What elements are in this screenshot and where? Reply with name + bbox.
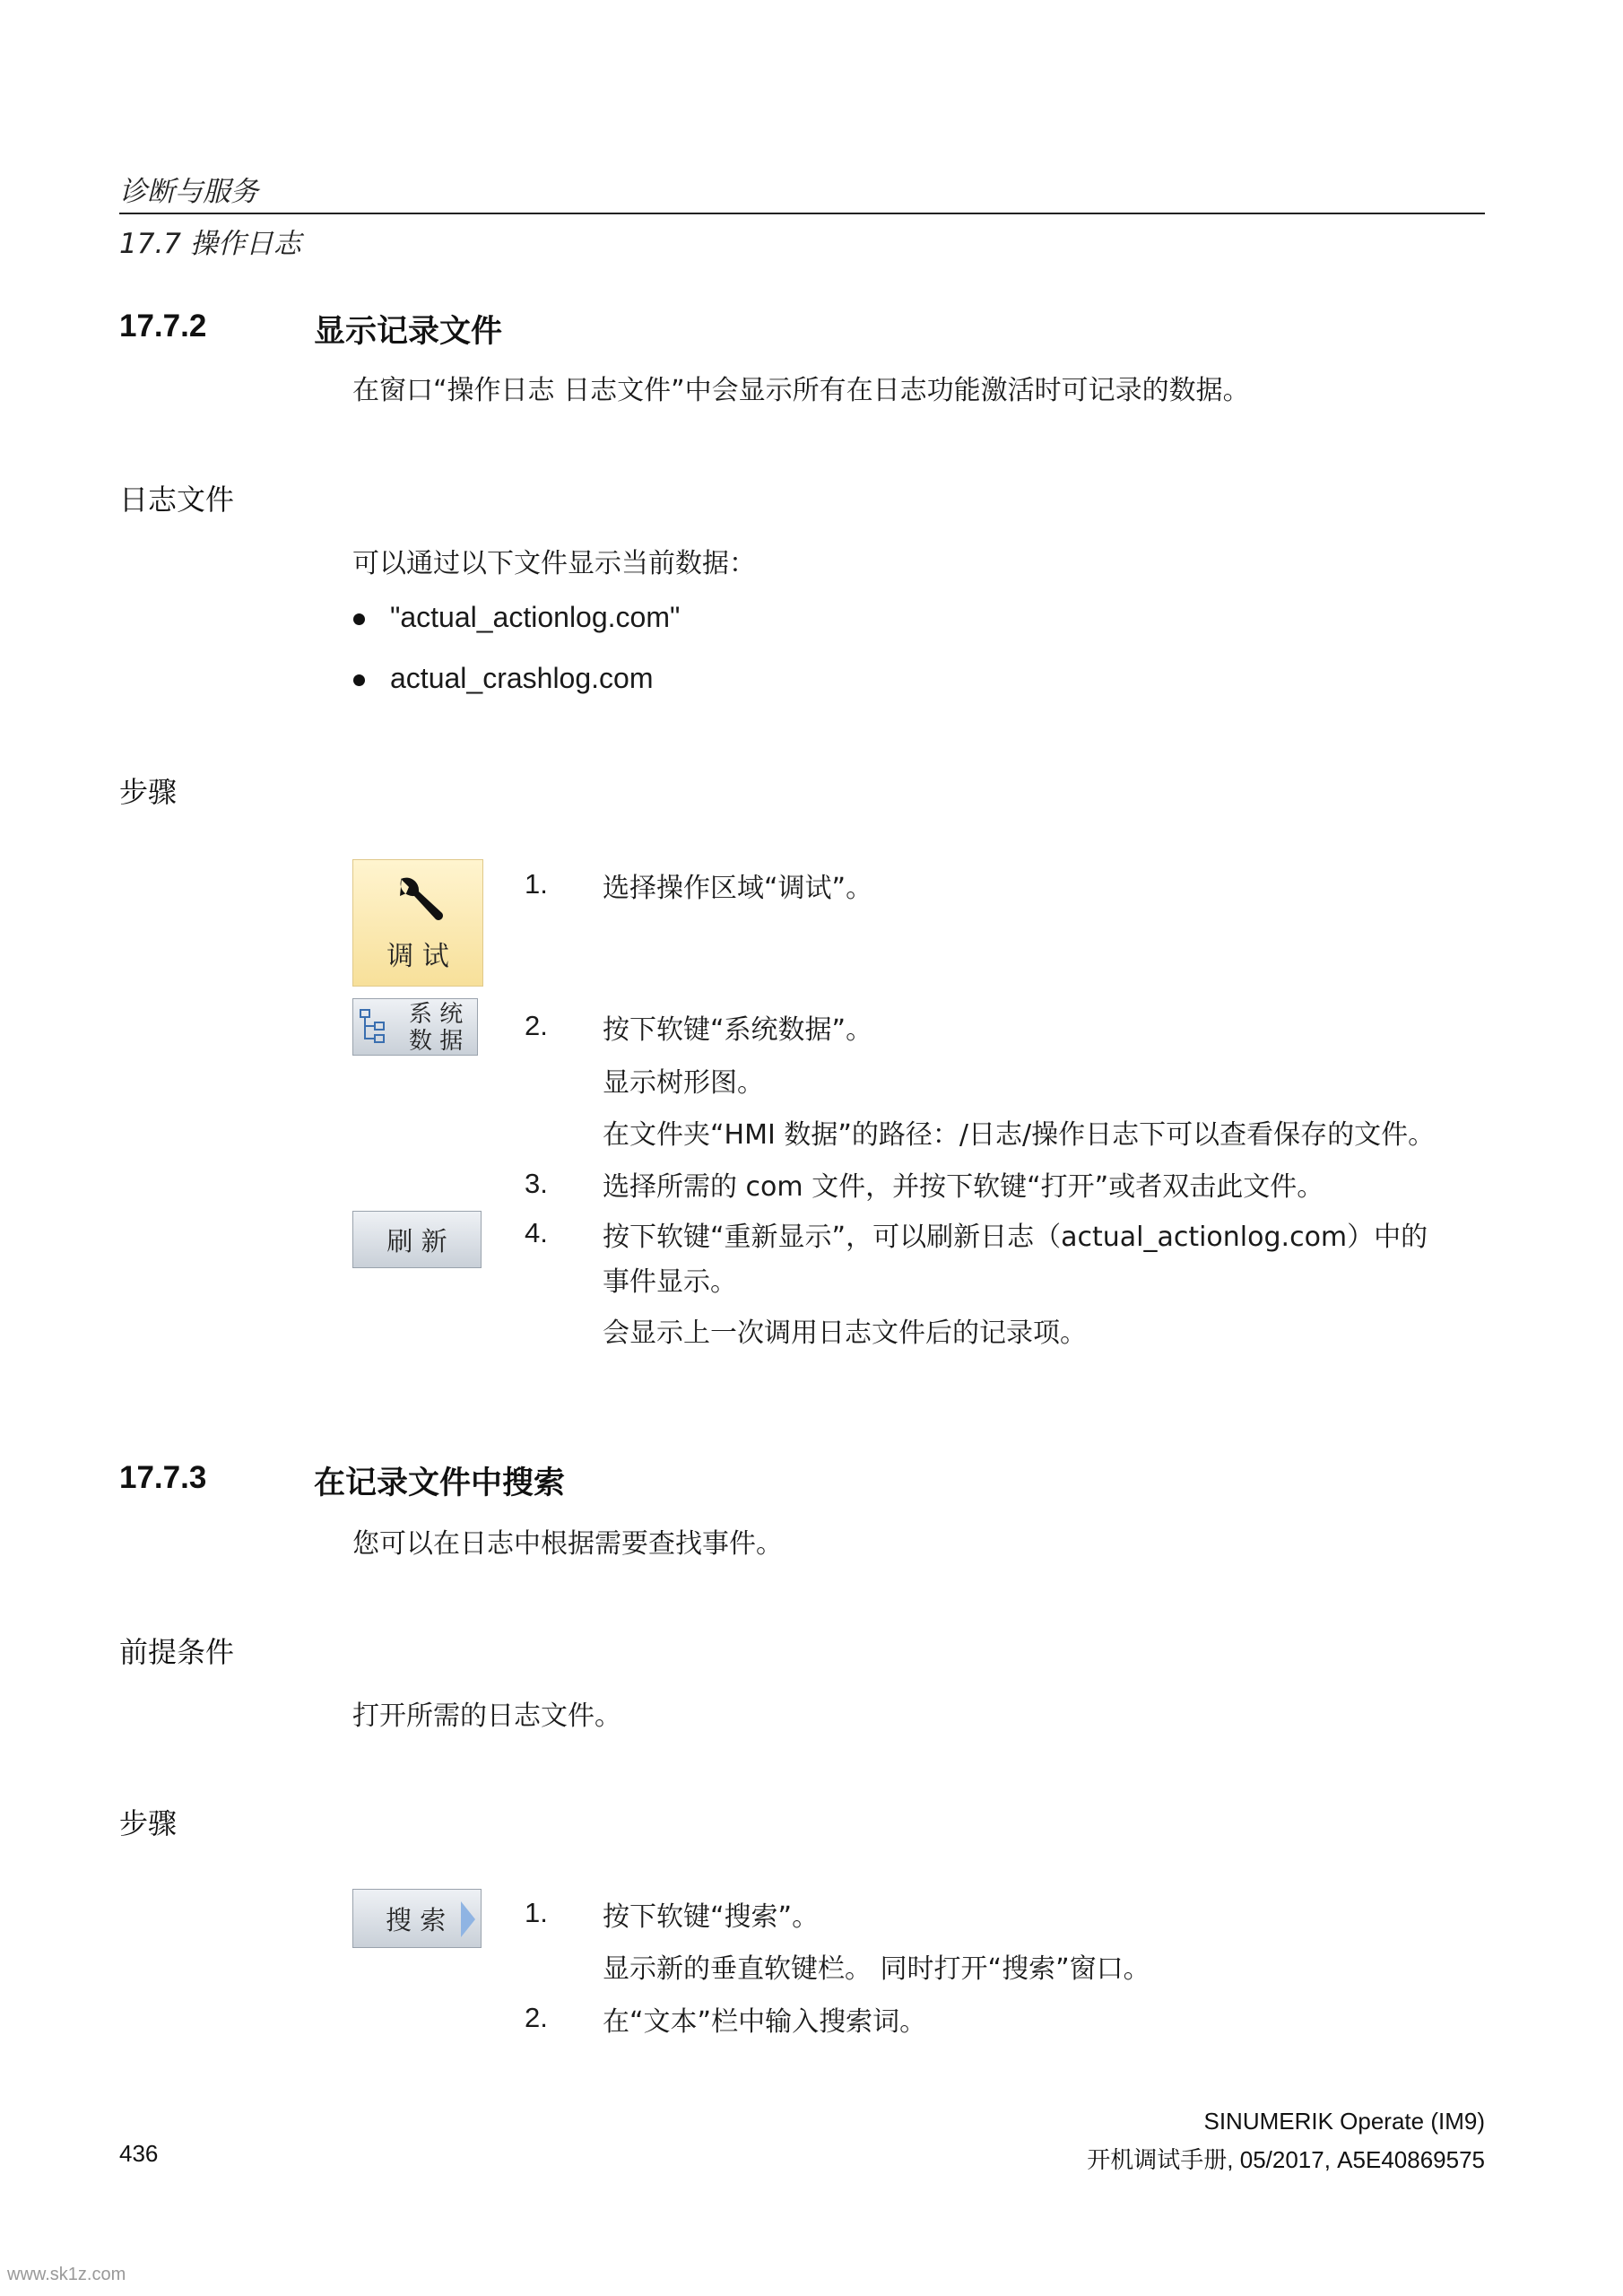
commission-label: 调 试 xyxy=(386,941,449,972)
footer-page-number: 436 xyxy=(119,2140,159,2167)
header-rule xyxy=(119,213,1485,214)
step-text: 选择所需的 com 文件，并按下软键“打开”或者双击此文件。 xyxy=(603,1171,1324,1203)
step-number: 1. xyxy=(525,1897,548,1928)
step-number: 2. xyxy=(525,1010,548,1041)
steps-label: 步骤 xyxy=(119,775,178,809)
step-text: 按下软键“重新显示”，可以刷新日志（actual_actionlog.com）中的 xyxy=(603,1222,1428,1253)
header-chapter: 诊断与服务 xyxy=(119,176,258,208)
step-text: 会显示上一次调用日志文件后的记录项。 xyxy=(603,1318,1087,1349)
system-data-label-line1: 系 统 xyxy=(409,1001,464,1028)
refresh-softkey[interactable] xyxy=(352,1211,482,1268)
step-number: 1. xyxy=(525,868,548,900)
bullet-icon xyxy=(353,613,365,625)
section-number: 17.7.2 xyxy=(119,309,207,344)
step-text: 在文件夹“HMI 数据”的路径：/日志/操作日志下可以查看保存的文件。 xyxy=(603,1119,1436,1151)
system-data-label-line2: 数 据 xyxy=(409,1028,464,1055)
list-item: "actual_actionlog.com" xyxy=(390,601,681,633)
search-softkey[interactable] xyxy=(352,1889,482,1948)
list-item: actual_crashlog.com xyxy=(390,662,654,694)
step-text: 显示树形图。 xyxy=(603,1067,764,1099)
system-data-label xyxy=(409,1001,481,1055)
step-text: 在“文本”栏中输入搜索词。 xyxy=(603,2006,927,2038)
prereq-text: 打开所需的日志文件。 xyxy=(352,1700,621,1732)
step-number: 2. xyxy=(525,2002,548,2033)
section-title: 显示记录文件 xyxy=(314,314,503,350)
step-text: 事件显示。 xyxy=(603,1266,737,1298)
section-intro: 在窗口“操作日志 日志文件”中会显示所有在日志功能激活时可记录的数据。 xyxy=(352,375,1250,406)
refresh-label: 刷 新 xyxy=(386,1225,447,1257)
section-number: 17.7.3 xyxy=(119,1460,207,1495)
section-intro: 您可以在日志中根据需要查找事件。 xyxy=(352,1528,783,1560)
steps-label: 步骤 xyxy=(119,1806,178,1840)
footer-product: SINUMERIK Operate (IM9) xyxy=(1203,2108,1485,2135)
search-label: 搜 索 xyxy=(386,1904,447,1935)
step-text: 按下软键“系统数据”。 xyxy=(603,1014,873,1046)
tree-icon xyxy=(359,1006,389,1046)
system-data-softkey[interactable] xyxy=(352,998,478,1056)
logfile-label: 日志文件 xyxy=(119,483,235,517)
step-number: 3. xyxy=(525,1168,548,1199)
step-text: 按下软键“搜索”。 xyxy=(603,1901,820,1933)
wrench-icon xyxy=(389,871,448,930)
header-section: 17.7 操作日志 xyxy=(119,228,301,260)
watermark: www.sk1z.com xyxy=(7,2265,126,2284)
step-number: 4. xyxy=(525,1217,548,1248)
step-text: 选择操作区域“调试”。 xyxy=(603,873,873,904)
prereq-label: 前提条件 xyxy=(119,1635,235,1669)
logfile-text: 可以通过以下文件显示当前数据： xyxy=(352,548,756,579)
bullet-icon xyxy=(353,674,365,686)
step-text: 显示新的垂直软键栏。 同时打开“搜索”窗口。 xyxy=(603,1953,1150,1985)
footer-manual: 开机调试手册, 05/2017, A5E40869575 xyxy=(1087,2146,1485,2173)
section-title: 在记录文件中搜索 xyxy=(314,1465,566,1501)
arrow-right-icon xyxy=(461,1901,475,1937)
commission-softkey[interactable] xyxy=(352,859,483,987)
